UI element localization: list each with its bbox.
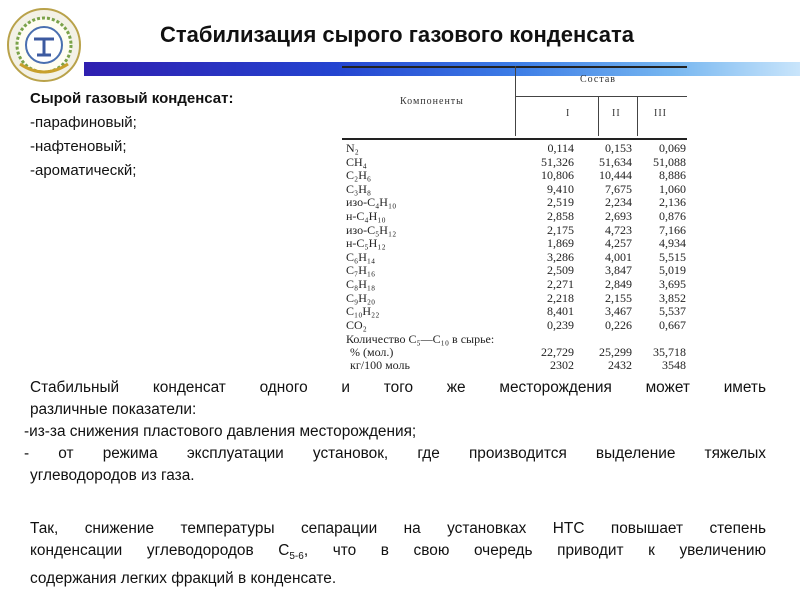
cell: 2,155: [605, 290, 632, 305]
cell: 5,515: [659, 249, 686, 264]
paragraph-line: - от режима эксплуатации установок, где производится выделение тяжелых: [24, 445, 766, 462]
cell: 3,467: [605, 304, 632, 319]
table-row: [346, 196, 686, 210]
component-name: н-C₄H₁₀: [346, 208, 386, 223]
component-name: н-C₅H₁₂: [346, 236, 386, 251]
cell: 2,136: [659, 195, 686, 210]
cell: 3548: [662, 358, 686, 372]
cell: 22,729: [541, 345, 574, 359]
paragraph-line: содержания легких фракций в конденсате.: [30, 570, 337, 588]
footer-row-label: % (мол.): [350, 345, 394, 359]
paragraph-line: углеводородов из газа.: [30, 467, 195, 484]
component-name: C₆H₁₄: [346, 249, 376, 264]
table-divider: [637, 96, 638, 136]
table-row: [346, 292, 686, 306]
cell: 4,723: [605, 222, 632, 237]
footer-row-label: кг/100 моль: [350, 358, 410, 372]
component-name: изо-C₄H₁₀: [346, 195, 397, 210]
raw-condensate-list: [30, 87, 233, 183]
table-row: [346, 156, 686, 170]
table-row: [346, 251, 686, 265]
cell: 1,060: [659, 181, 686, 196]
cell: 2,693: [605, 208, 632, 223]
table-row: [346, 142, 686, 156]
cell: 2,849: [605, 276, 632, 291]
component-name: C₃H₈: [346, 181, 372, 196]
component-name: C₈H₁₈: [346, 276, 376, 291]
table-row: [346, 359, 686, 372]
column-header-composition: Состав: [580, 74, 617, 85]
component-name: C₂H₆: [346, 168, 372, 183]
component-name: C₇H₁₆: [346, 263, 376, 278]
cell: 3,695: [659, 276, 686, 291]
list-item: -парафиновый;: [30, 114, 137, 131]
component-name: CH₄: [346, 154, 367, 169]
cell: 7,166: [659, 222, 686, 237]
cell: 51,634: [599, 154, 632, 169]
column-header-components: Компоненты: [400, 96, 464, 107]
cell: 35,718: [653, 345, 686, 359]
cell: 51,088: [653, 154, 686, 169]
table-row: [346, 210, 686, 224]
cell: 8,401: [547, 304, 574, 319]
cell: 0,069: [659, 141, 686, 155]
cell: 0,876: [659, 208, 686, 223]
raw-condensate-heading: Сырой газовый конденсат:: [30, 90, 234, 107]
table-divider: [598, 96, 599, 136]
paragraph-line: различные показатели:: [30, 401, 197, 418]
table-row: [346, 183, 686, 197]
list-item: -нафтеновый;: [30, 138, 127, 155]
cell: 2,271: [547, 276, 574, 291]
table-row: [346, 305, 686, 319]
paragraph-line: [30, 540, 766, 568]
column-header-1: I: [566, 108, 571, 119]
subscript: 5-6: [289, 551, 304, 563]
cell: 2,234: [605, 195, 632, 210]
cell: 2432: [608, 358, 632, 372]
composition-table-body: [346, 142, 686, 332]
paragraph-line: -из-за снижения пластового давления месторождения;: [24, 423, 417, 440]
paragraph-line: Так, снижение температуры сепарации на установках НТС повышает степень: [30, 520, 766, 537]
cell: 1,869: [547, 236, 574, 251]
table-row: [346, 224, 686, 238]
stable-condensate-paragraph: [24, 377, 766, 487]
component-name: N₂: [346, 141, 359, 155]
cell: 10,806: [541, 168, 574, 183]
paragraph-line: Стабильный конденсат одного и того же месторождения может иметь: [30, 379, 766, 396]
table-divider: [515, 96, 687, 97]
cell: 2,175: [547, 222, 574, 237]
text-fragment: , что в свою очередь приводит к увеличению: [303, 542, 766, 559]
cell: 2302: [550, 358, 574, 372]
cell: 5,019: [659, 263, 686, 278]
table-row: [346, 278, 686, 292]
page-title: Стабилизация сырого газового конденсата: [160, 22, 634, 47]
cell: 51,326: [541, 154, 574, 169]
cell: 4,257: [605, 236, 632, 251]
component-name: C₉H₂₀: [346, 290, 376, 305]
cell: 2,509: [547, 263, 574, 278]
cell: 0,114: [547, 141, 574, 155]
cell: 0,667: [659, 317, 686, 332]
table-row: [346, 264, 686, 278]
component-name: C₁₀H₂₂: [346, 304, 380, 319]
list-item: -ароматическй;: [30, 162, 137, 179]
table-divider: [515, 66, 516, 136]
cell: 25,299: [599, 345, 632, 359]
cell: 4,001: [605, 249, 632, 264]
composition-table-footer: [346, 333, 686, 372]
table-row: [346, 319, 686, 333]
component-name: изо-C₅H₁₂: [346, 222, 397, 237]
table-row: [346, 237, 686, 251]
cell: 3,286: [547, 249, 574, 264]
cell: 2,858: [547, 208, 574, 223]
table-row: [346, 169, 686, 183]
footer-label: Количество C₅—C₁₀ в сырье:: [346, 332, 495, 346]
column-header-3: III: [654, 108, 667, 119]
cell: 7,675: [605, 181, 632, 196]
cell: 8,886: [659, 168, 686, 183]
separation-paragraph: [30, 518, 766, 590]
cell: 0,226: [605, 317, 632, 332]
cell: 4,934: [659, 236, 686, 251]
university-emblem-icon: [4, 6, 84, 84]
cell: 9,410: [547, 181, 574, 196]
cell: 5,537: [659, 304, 686, 319]
cell: 3,847: [605, 263, 632, 278]
cell: 10,444: [599, 168, 632, 183]
text-fragment: конденсации углеводородов С: [30, 542, 290, 559]
cell: 0,153: [605, 141, 632, 155]
cell: 2,519: [547, 195, 574, 210]
cell: 3,852: [659, 290, 686, 305]
cell: 0,239: [547, 317, 574, 332]
column-header-2: II: [612, 108, 621, 119]
cell: 2,218: [547, 290, 574, 305]
component-name: CO₂: [346, 317, 367, 332]
